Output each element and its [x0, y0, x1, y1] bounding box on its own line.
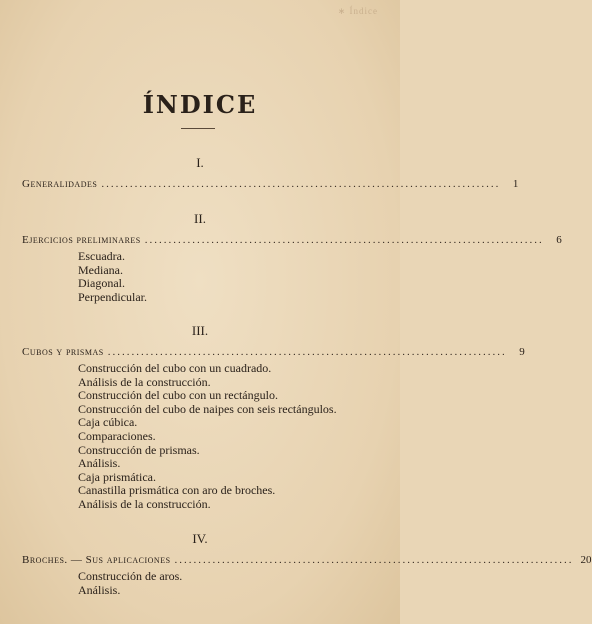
page-title: ÍNDICE: [142, 90, 258, 119]
section-number: III.: [191, 323, 209, 338]
toc-entry-label: Generalidades: [22, 178, 98, 190]
toc-subitem: Escuadra.: [78, 249, 125, 263]
toc-entry-label: Broches. — Sus aplicaciones: [22, 554, 171, 566]
section-number: II.: [194, 211, 206, 226]
toc-entry: [22, 178, 519, 194]
toc-subitems: [78, 250, 147, 304]
toc-subitem: Análisis.: [78, 456, 121, 471]
toc-subitem: Análisis.: [78, 582, 121, 597]
toc-subitems: [78, 570, 182, 597]
toc-page-number: 9: [519, 346, 525, 358]
toc-subitem: Caja cúbica.: [78, 415, 138, 430]
section-number: IV.: [192, 531, 208, 546]
toc-subitem: Perpendicular.: [78, 289, 147, 304]
leader-dots: ....................................................................................: [174, 554, 574, 566]
leader-dots: ....................................................................................: [107, 346, 507, 358]
toc-subitem: Análisis de la construcción.: [78, 496, 211, 511]
toc-entry-label: Cubos y prismas: [22, 346, 104, 358]
toc-subitem: Caja prismática.: [78, 469, 156, 484]
toc-entry: [22, 554, 592, 570]
section-number: I.: [196, 155, 204, 170]
leader-dots: ....................................................................................: [144, 234, 544, 246]
toc-entry: [22, 234, 562, 250]
toc-subitem: Construcción del cubo con un rectángulo.: [78, 388, 278, 403]
toc-subitems: [78, 362, 337, 512]
toc-subitem: Construcción de aros.: [78, 569, 183, 583]
toc-subitem: Construcción de prismas.: [78, 442, 200, 457]
toc-entry-label: Ejercicios preliminares: [22, 234, 141, 246]
toc-page-number: 1: [512, 178, 519, 190]
show-through-text: ∗ Índice: [337, 6, 378, 16]
toc-entry: [22, 346, 525, 362]
toc-page-number: 20: [580, 554, 592, 566]
toc-subitem: Construcción del cubo con un cuadrado.: [78, 361, 272, 375]
toc-subitem: Construcción del cubo de naipes con seis rectángulos.: [78, 401, 337, 416]
toc-subitem: Canastilla prismática con aro de broches.: [78, 483, 276, 498]
toc-subitem: Diagonal.: [78, 276, 125, 291]
toc-subitem: Comparaciones.: [78, 428, 156, 443]
toc-subitem: Mediana.: [78, 262, 123, 277]
title-rule: [181, 128, 215, 129]
toc-page-number: 6: [556, 234, 562, 246]
toc-subitem: Análisis de la construcción.: [78, 374, 211, 389]
leader-dots: ....................................................................................: [101, 178, 501, 190]
